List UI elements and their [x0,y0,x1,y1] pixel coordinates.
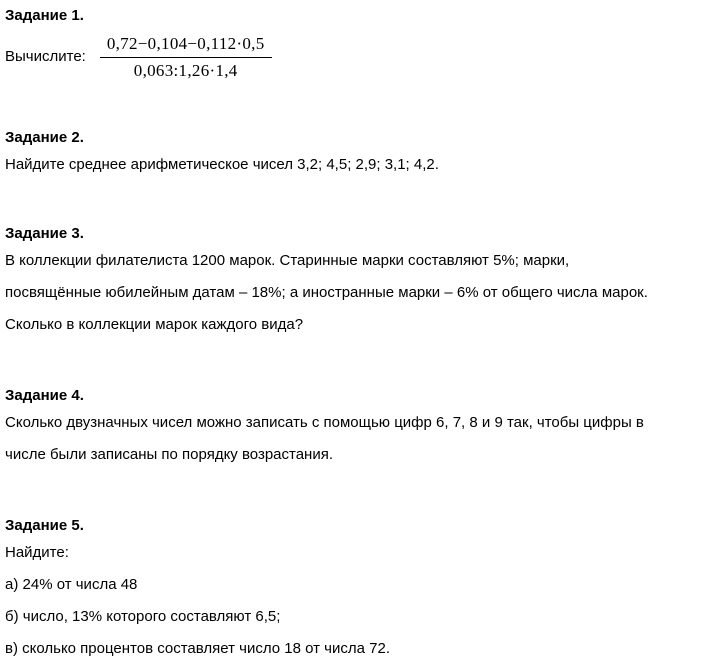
formula-prefix-label: Вычислите: [5,48,86,65]
fraction-denominator: 0,063:1,26·1,4 [133,61,238,80]
task-3-text-line-1: В коллекции филателиста 1200 марок. Старинные марки составляют 5%; марки, [5,252,570,269]
task-2-heading: Задание 2. [5,129,84,146]
math-fraction [100,31,272,83]
task-1-formula-row [5,31,706,83]
task-4-heading: Задание 4. [5,387,84,404]
task-5-item-a: а) 24% от числа 48 [5,576,138,593]
task-5-text-intro: Найдите: [5,544,69,561]
task-5 [5,515,706,665]
task-3-text-line-3: Сколько в коллекции марок каждого вида? [5,316,304,333]
task-4-text-line-2: числе были записаны по порядку возрастания. [5,446,334,463]
task-5-item-v: в) сколько процентов составляет число 18 от числа 72. [5,640,390,657]
task-1 [5,5,706,83]
task-5-heading: Задание 5. [5,517,84,534]
task-3-text-line-2: посвящённые юбилейным датам – 18%; а иностранные марки – 6% от общего числа марок. [5,284,648,301]
task-2-text: Найдите среднее арифметическое чисел 3,2; 4,5; 2,9; 3,1; 4,2. [5,156,439,173]
task-1-heading: Задание 1. [5,7,84,24]
task-4 [5,385,706,471]
task-3 [5,223,706,341]
task-4-text-line-1: Сколько двузначных чисел можно записать с помощью цифр 6, 7, 8 и 9 так, чтобы цифры в [5,414,644,431]
fraction-numerator: 0,72−0,104−0,112·0,5 [100,31,272,58]
task-2 [5,127,706,181]
task-3-heading: Задание 3. [5,225,84,242]
task-5-item-b: б) число, 13% которого составляют 6,5; [5,608,281,625]
